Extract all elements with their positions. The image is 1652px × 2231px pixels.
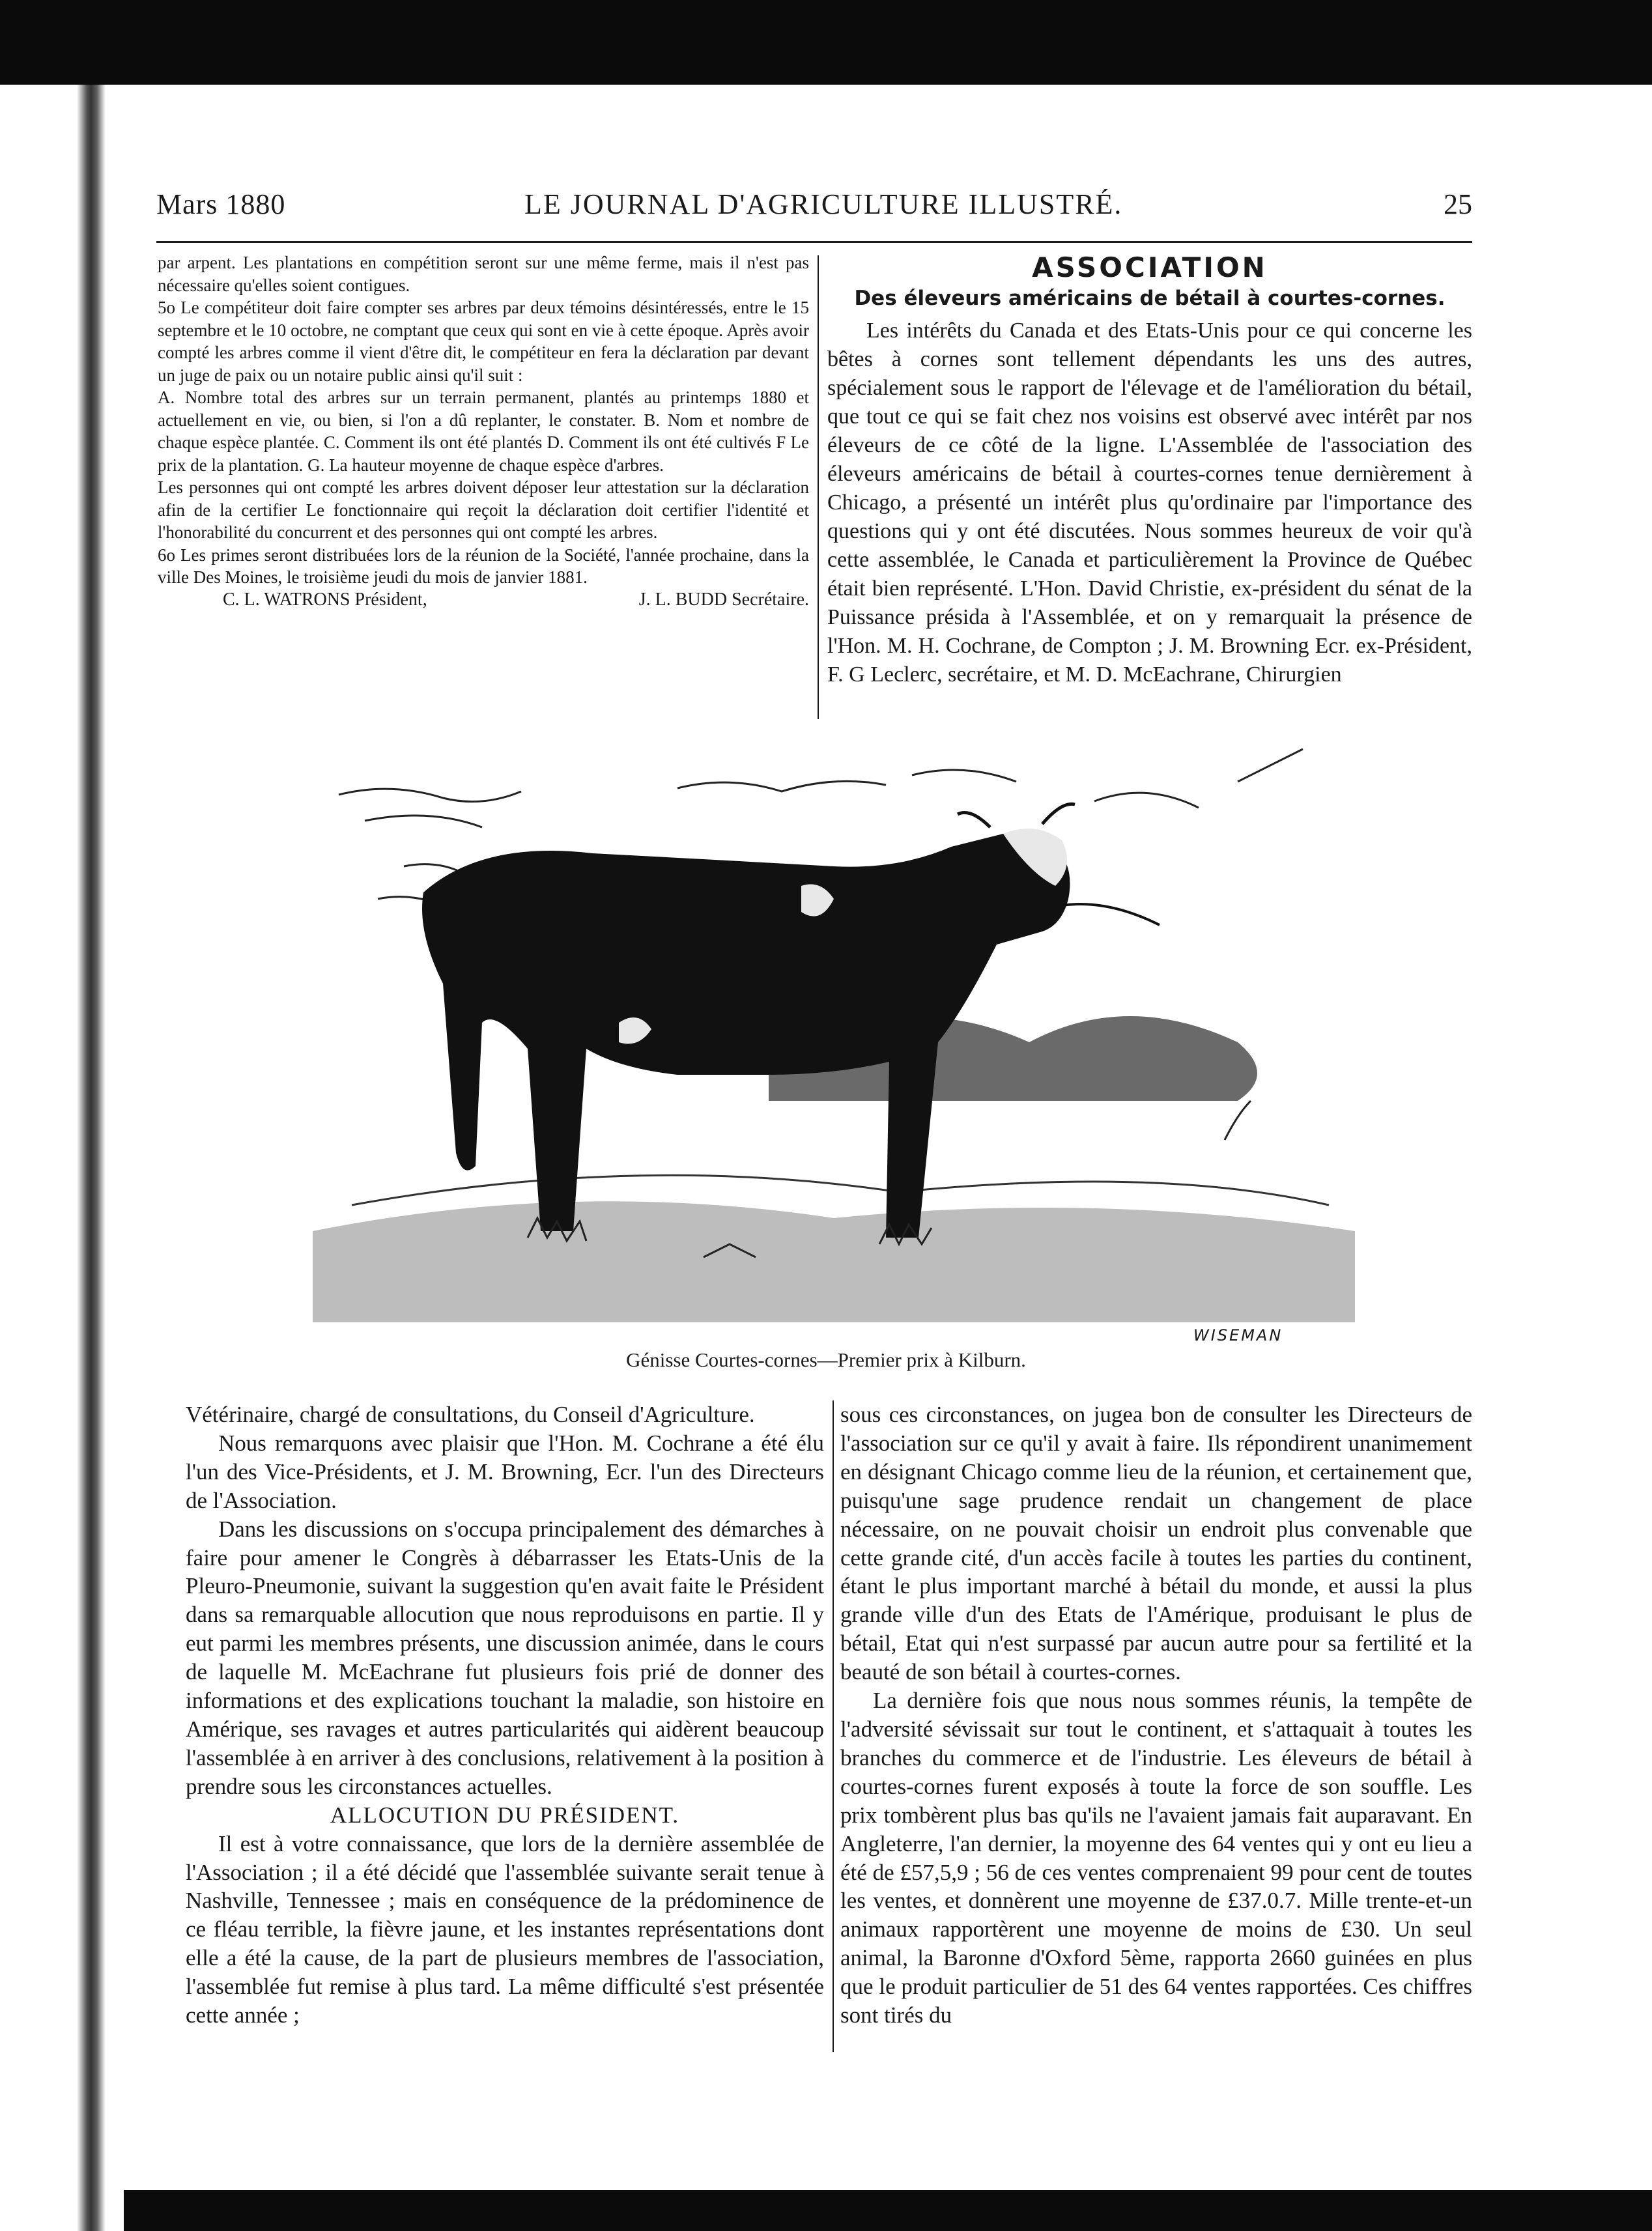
secretary-signature: J. L. BUDD Secrétaire.: [638, 589, 809, 610]
article-heading: ASSOCIATION: [1032, 251, 1268, 283]
illustration-caption: Génisse Courtes-cornes—Premier prix à Kilburn.: [626, 1348, 1026, 1371]
header-rule: [156, 241, 1472, 243]
paragraph: La dernière fois que nous nous sommes réunis, la tempête de l'adversité sévissait sur tout le continent, et s'attaquait à toutes les branches du commerce et de l'industrie. Les éleveurs de bétail à courtes-cornes furent exposés à toute la force de son souffle. Les prix tombèrent plus bas qu'ils ne l'avaient jamais fait auparavant. En Angleterre, l'an dernier, la moyenne des 64 ventes qui y ont eu lieu a été de £57,5,9 ; 56 de ces ventes comprenaient 99 pour cent de toutes les ventes, et donnèrent une moyenne de £37.0.7. Mille trente-et-un animaux rapportèrent une moyenne de moins de £30. Un seul animal, la Baronne d'Oxford 5ème, rapporta 2660 guinées en plus que le produit particulier de 51 des 64 ventes rapportées. Ces chiffres sont tirés du: [840, 1688, 1472, 2028]
engraver-signature: WISEMAN: [1193, 1326, 1283, 1344]
paragraph: Les intérêts du Canada et des Etats-Unis pour ce qui concerne les bêtes à cornes sont tellement dépendants les uns des autres, spécialement sous le rapport de l'élevage et de l'amélioration du bétail, que tout ce qui se fait chez nos voisins est observé avec intérêt par nos éleveurs de ce côté de la ligne. L'Assemblée de l'association des éleveurs américains de bétail à courtes-cornes tenue dernièrement à Chicago, a présenté un intérêt plus qu'ordinaire par l'importance des questions qui y ont été discutées. Nous sommes heureux de voir qu'à cette assemblée, le Canada et particulièrement la Province de Québec était bien représenté. L'Hon. David Christie, ex-président du sénat de la Puissance présida à l'Assemblée, et on y remarquait la présence de l'Hon. M. H. Cochrane, de Compton ; J. M. Browning Ecr. ex-Président, F. G Leclerc, secrétaire, et M. D. McEachrane, Chirurgien: [827, 319, 1472, 687]
paragraph: Dans les discussions on s'occupa principalement des démarches à faire pour amener le Congrès à débarrasser les Etats-Unis de la Pleuro-Pneumonie, suivant la suggestion qu'en avait faite le Président dans sa remarquable allocution que nous reproduisons en partie. Il y eut parmi les membres présents, une discussion animée, dans le cours de laquelle M. McEachrane fut plusieurs fois prié de donner des informations et des explications touchant la maladie, son histoire en Amérique, ses ravages et autres particularités qui aidèrent beaucoup l'assemblée à en arriver à des conclusions, relativement à la position à prendre sous les circonstances actuelles.: [186, 1516, 824, 1799]
column-rule: [833, 1400, 834, 2052]
left-top-column: [158, 251, 809, 612]
scan-border-bottom: [124, 2190, 1652, 2231]
paragraph: Il est à votre connaissance, que lors de la dernière assemblée de l'Association ; il a été décidé que l'assemblée suivante serait tenue à Nashville, Tennessee ; mais en conséquence de la prédominence de ce fléau terrible, la fièvre jaune, et les instantes représentations dont elle a été la cause, de la part de plusieurs membres de l'association, l'assemblée fut remise à plus tard. La même difficulté s'est présentée cette année ;: [186, 1830, 824, 2028]
right-bottom-column: [840, 1400, 1472, 2030]
column-rule: [818, 255, 819, 719]
paragraph: 6o Les primes seront distribuées lors de la réunion de la Société, l'année prochaine, dans la ville Des Moines, le troisième jeudi du mois de janvier 1881.: [158, 545, 809, 587]
president-signature: C. L. WATRONS Président,: [223, 589, 427, 610]
paragraph: 5o Le compétiteur doit faire compter ses arbres par deux témoins désintéressés, entre le 15 septembre et le 10 octobre, ne comptant que ceux qui sont en vie à cette époque. Après avoir compté les arbres comme il vient d'être dit, le compétiteur en fera la déclaration par devant un juge de paix ou un notaire public ainsi qu'il suit :: [158, 298, 809, 385]
signature-line: [158, 589, 809, 612]
paragraph: A. Nombre total des arbres sur un terrain permanent, plantés au printemps 1880 et actuellement en vie, ou bien, si l'on a dû replanter, le constater. B. Nom et nombre de chaque espèce plantée. C. Comment ils ont été plantés D. Comment ils ont été cultivés F Le prix de la plantation. G. La hauteur moyenne de chaque espèce d'arbres.: [158, 388, 809, 475]
article-subheading: Des éleveurs américains de bétail à courtes-cornes.: [854, 287, 1445, 310]
paragraph: Les personnes qui ont compté les arbres doivent déposer leur attestation sur la déclaration afin de la certifier Le fonctionnaire qui reçoit la déclaration doit certifier l'identité et l'honorabilité du concurrent et des personnes qui ont compté les arbres.: [158, 477, 809, 542]
paragraph: Nous remarquons avec plaisir que l'Hon. M. Cochrane a été élu l'un des Vice-Présidents, et J. M. Browning, Ecr. l'un des Directeurs de l'Association.: [186, 1430, 824, 1513]
page-number: 25: [1444, 188, 1472, 220]
paragraph: sous ces circonstances, on jugea bon de consulter les Directeurs de l'association sur ce qu'il y avait à faire. Ils répondirent unanimement en désignant Chicago comme lieu de la réunion, et certainement que, puisqu'une sage prudence rendait un changement de place nécessaire, on ne pouvait choisir un endroit plus convenable que cette grande cité, d'un accès facile à toutes les parties du continent, étant le plus important marché à bétail du monde, et aussi la plus grande ville d'un des Etats de l'Amérique, produisant le plus de bétail, Etat qui n'est surpassé par aucun autre pour sa fertilité et la beauté de son bétail à courtes-cornes.: [840, 1402, 1472, 1685]
journal-title: LE JOURNAL D'AGRICULTURE ILLUSTRÉ.: [524, 188, 1123, 220]
paragraph: par arpent. Les plantations en compétition seront sur une même ferme, mais il n'est pas nécessaire qu'elles soient contigues.: [158, 253, 809, 295]
paragraph: Vétérinaire, chargé de consultations, du Conseil d'Agriculture.: [186, 1402, 755, 1427]
issue-date: Mars 1880: [156, 188, 286, 220]
section-subtitle: ALLOCUTION DU PRÉSIDENT.: [330, 1802, 680, 1828]
left-bottom-column: [186, 1400, 824, 2030]
running-head: [156, 188, 1472, 227]
right-top-column: [827, 251, 1472, 689]
heifer-engraving: [313, 736, 1355, 1322]
